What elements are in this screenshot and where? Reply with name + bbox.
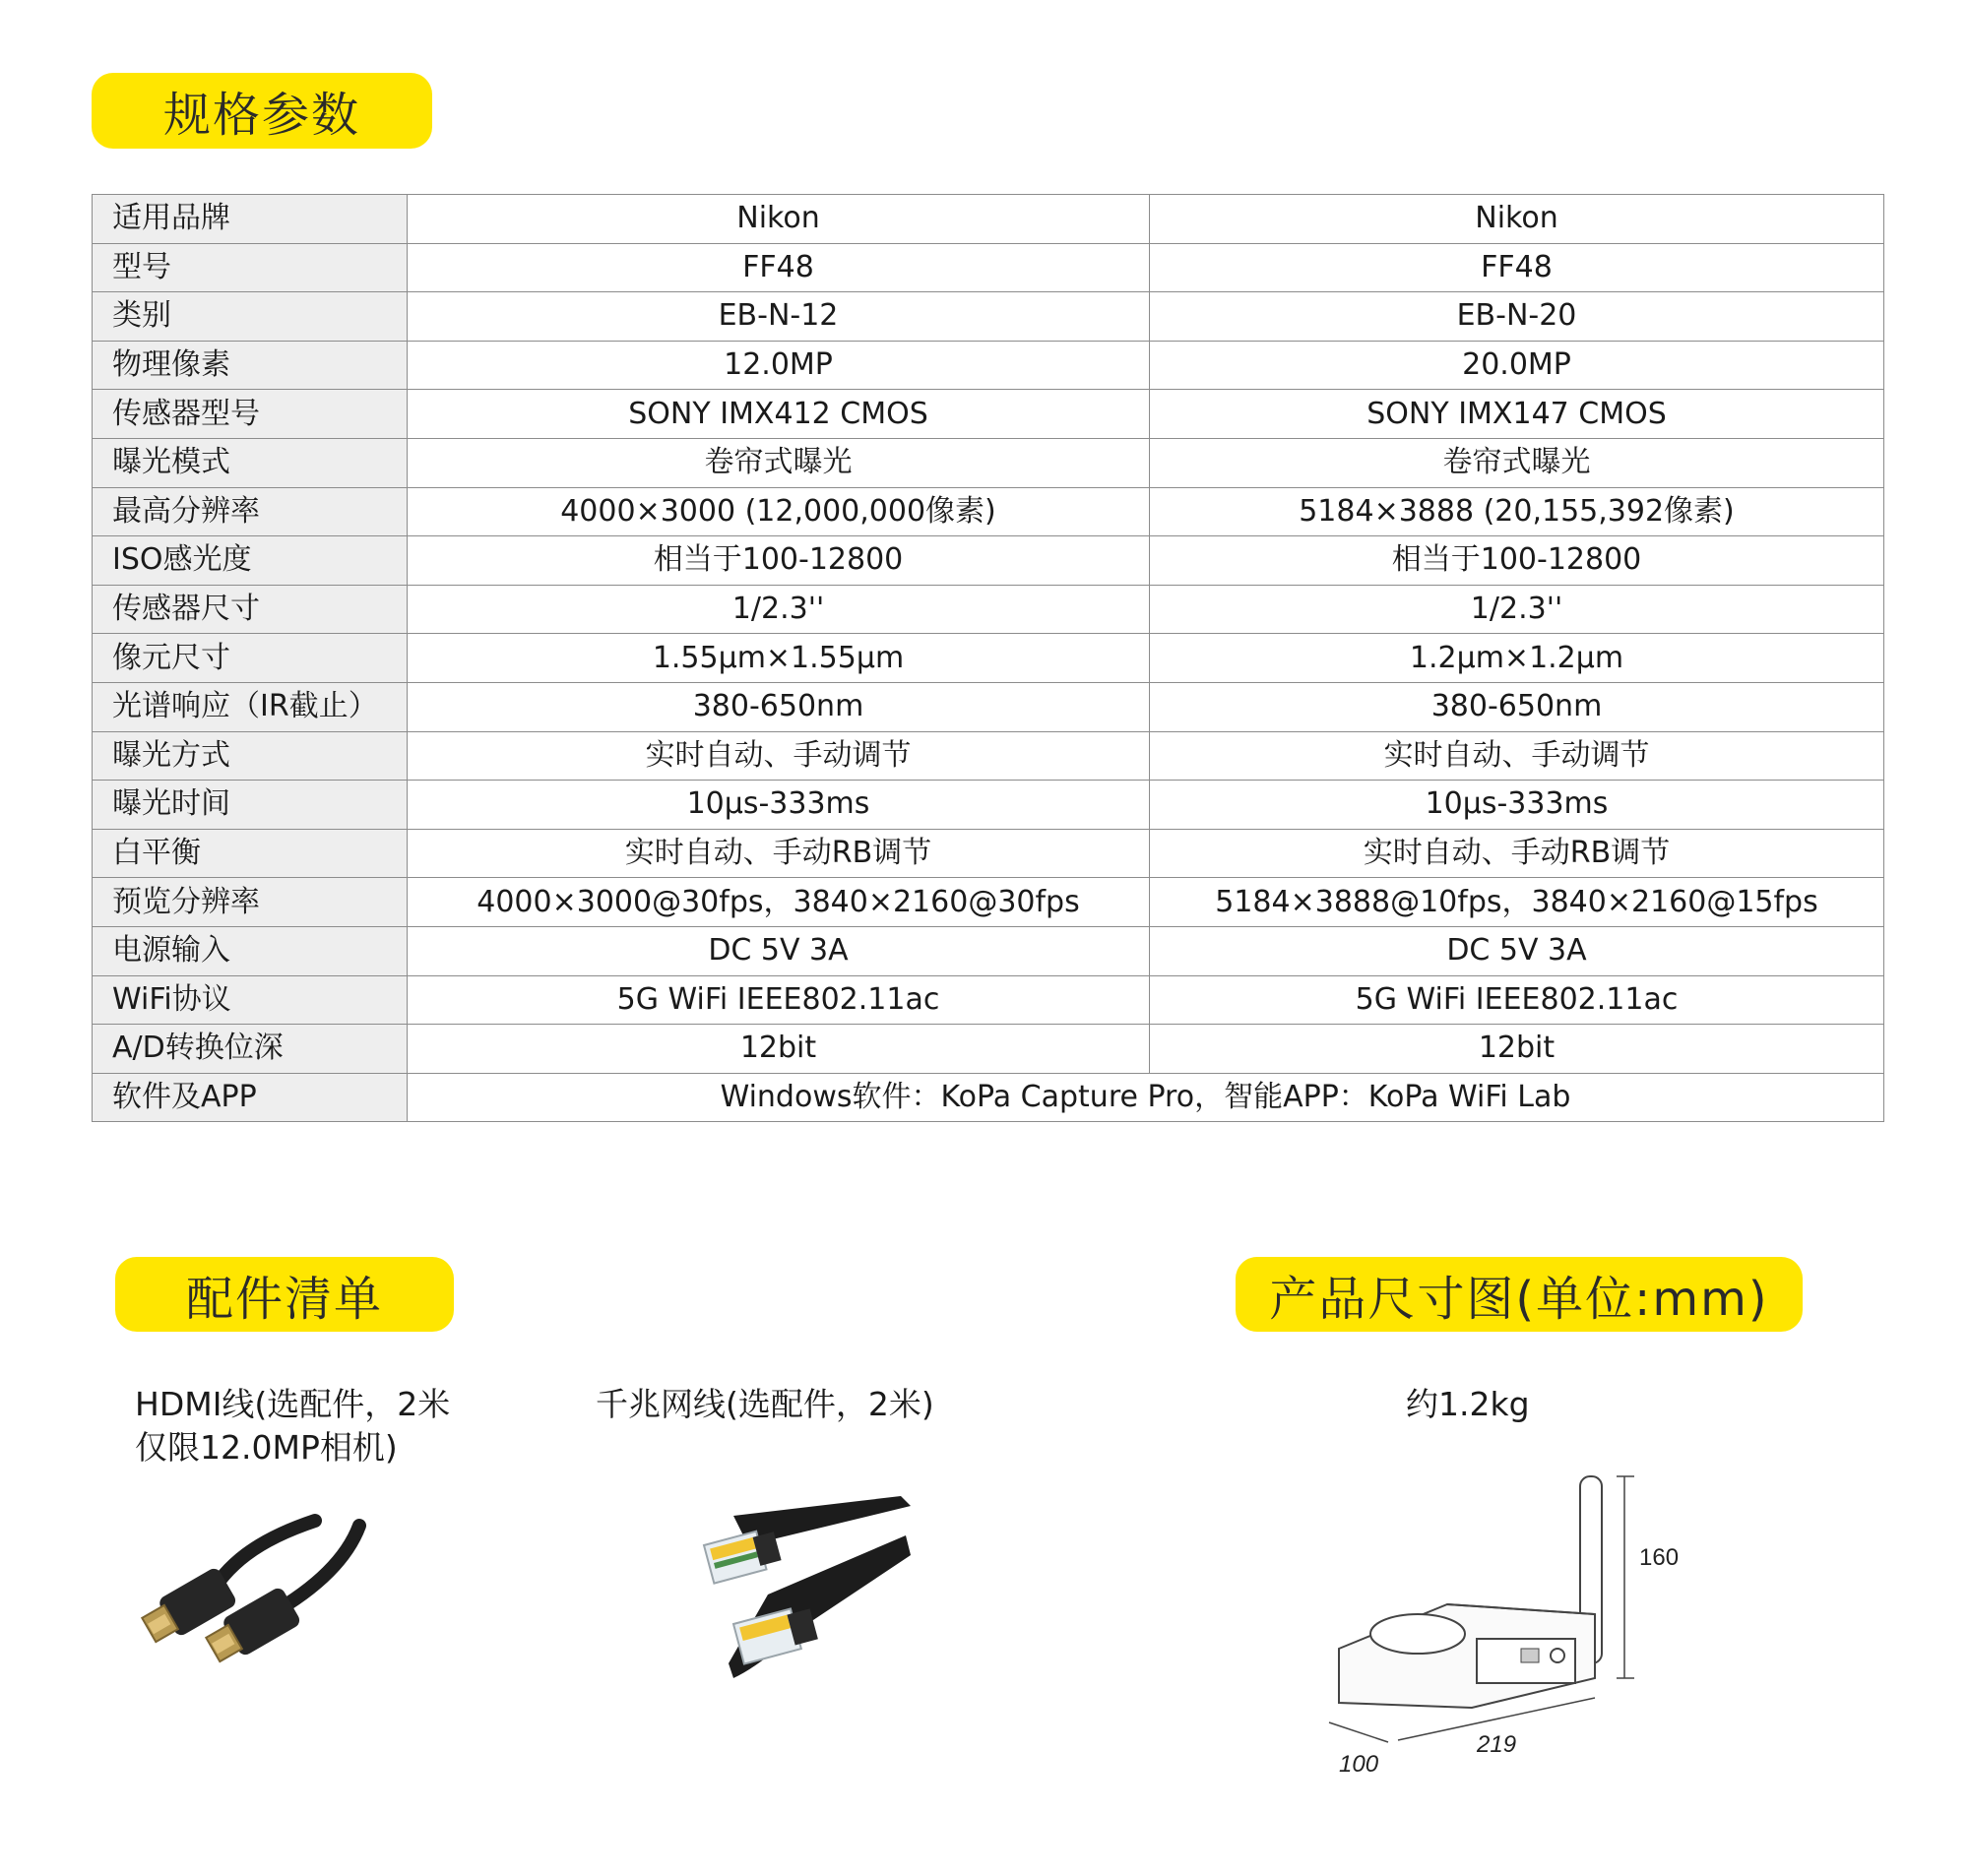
dim-depth-label: 100 [1339,1751,1379,1778]
spec-value-model-12: 12bit [408,1025,1150,1074]
spec-row [93,195,1884,244]
spec-label: 类别 [93,292,408,342]
spec-value-model-12: EB-N-12 [408,292,1150,342]
spec-row [93,878,1884,927]
spec-value-model-12: 5G WiFi IEEE802.11ac [408,975,1150,1025]
spec-label: 预览分辨率 [93,878,408,927]
spec-value-model-12: 1/2.3'' [408,585,1150,634]
spec-row [93,829,1884,878]
hdmi-cable-image [148,1486,374,1673]
spec-row [93,341,1884,390]
spec-value-model-20: 10μs-333ms [1150,781,1884,830]
spec-label: 物理像素 [93,341,408,390]
spec-value-model-20: 12bit [1150,1025,1884,1074]
spec-value-model-12: 卷帘式曝光 [408,438,1150,487]
spec-row [93,487,1884,536]
specs-heading: 规格参数 [92,73,432,149]
spec-value-software: Windows软件：KoPa Capture Pro，智能APP：KoPa WiFi Lab [408,1073,1884,1122]
spec-label: A/D转换位深 [93,1025,408,1074]
spec-row [93,438,1884,487]
dimensions-heading: 产品尺寸图(单位:mm) [1236,1257,1803,1332]
hdmi-caption [135,1383,489,1470]
spec-value-model-20: 5184×3888 (20,155,392像素) [1150,487,1884,536]
spec-value-model-20: 卷帘式曝光 [1150,438,1884,487]
spec-label: 白平衡 [93,829,408,878]
spec-row [93,781,1884,830]
spec-value-model-12: 380-650nm [408,682,1150,731]
spec-value-model-20: SONY IMX147 CMOS [1150,390,1884,439]
hdmi-caption-line1: HDMI线(选配件，2米 [135,1385,451,1423]
spec-label: 适用品牌 [93,195,408,244]
spec-row [93,926,1884,975]
spec-label: 最高分辨率 [93,487,408,536]
spec-value-model-20: FF48 [1150,243,1884,292]
spec-value-model-12: 实时自动、手动RB调节 [408,829,1150,878]
spec-value-model-12: 10μs-333ms [408,781,1150,830]
spec-value-model-12: 4000×3000 (12,000,000像素) [408,487,1150,536]
spec-row [93,243,1884,292]
spec-row [93,731,1884,781]
spec-value-model-12: 实时自动、手动调节 [408,731,1150,781]
spec-value-model-12: SONY IMX412 CMOS [408,390,1150,439]
spec-value-model-20: 5G WiFi IEEE802.11ac [1150,975,1884,1025]
spec-value-model-12: 相当于100-12800 [408,536,1150,586]
spec-row [93,975,1884,1025]
spec-row [93,585,1884,634]
spec-value-model-20: DC 5V 3A [1150,926,1884,975]
spec-label: 光谱响应（IR截止） [93,682,408,731]
spec-value-model-20: 实时自动、手动调节 [1150,731,1884,781]
spec-value-model-12: 4000×3000@30fps，3840×2160@30fps [408,878,1150,927]
spec-label: WiFi协议 [93,975,408,1025]
spec-value-model-12: 1.55μm×1.55μm [408,634,1150,683]
spec-value-model-20: 1/2.3'' [1150,585,1884,634]
ethernet-caption: 千兆网线(选配件，2米) [596,1385,934,1423]
spec-value-model-12: Nikon [408,195,1150,244]
spec-row-software [93,1073,1884,1122]
dim-width-label: 219 [1477,1731,1517,1758]
ethernet-cable-image [674,1476,911,1703]
spec-value-model-20: EB-N-20 [1150,292,1884,342]
weight-label: 约1.2kg [1406,1385,1530,1423]
accessories-heading: 配件清单 [115,1257,454,1332]
spec-row [93,682,1884,731]
spec-label: 型号 [93,243,408,292]
spec-row [93,292,1884,342]
spec-value-model-20: 相当于100-12800 [1150,536,1884,586]
hdmi-caption-line2: 仅限12.0MP相机) [135,1428,398,1467]
spec-label: 曝光时间 [93,781,408,830]
spec-table [92,194,1884,1122]
spec-row [93,634,1884,683]
spec-value-model-20: 380-650nm [1150,682,1884,731]
spec-value-model-20: 1.2μm×1.2μm [1150,634,1884,683]
spec-value-model-12: FF48 [408,243,1150,292]
spec-row [93,536,1884,586]
spec-label: 传感器型号 [93,390,408,439]
spec-row [93,1025,1884,1074]
spec-value-model-12: DC 5V 3A [408,926,1150,975]
spec-value-model-20: Nikon [1150,195,1884,244]
spec-label: 软件及APP [93,1073,408,1122]
spec-label: 曝光模式 [93,438,408,487]
spec-value-model-12: 12.0MP [408,341,1150,390]
dimension-drawing [1300,1457,1680,1782]
spec-row [93,390,1884,439]
spec-label: 电源输入 [93,926,408,975]
spec-value-model-20: 5184×3888@10fps，3840×2160@15fps [1150,878,1884,927]
spec-label: 曝光方式 [93,731,408,781]
spec-label: 像元尺寸 [93,634,408,683]
dim-height-label: 160 [1639,1544,1680,1571]
spec-value-model-20: 实时自动、手动RB调节 [1150,829,1884,878]
spec-label: 传感器尺寸 [93,585,408,634]
spec-label: ISO感光度 [93,536,408,586]
spec-value-model-20: 20.0MP [1150,341,1884,390]
